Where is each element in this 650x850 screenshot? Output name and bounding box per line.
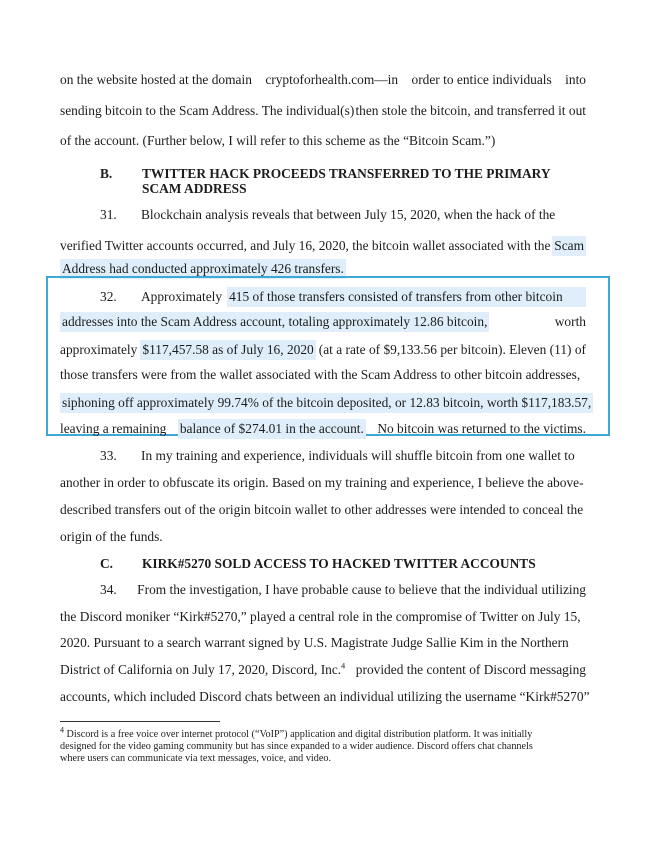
paragraph-31-line-2: verified Twitter accounts occurred, and July 16, 2020, the bitcoin wallet associated with the Scam xyxy=(60,236,586,256)
paragraph-33-line-2: another in order to obfuscate its origin. Based on my training and experience, I believe the above- xyxy=(60,475,584,490)
paragraph-32-line-3: approximately $117,457.58 as of July 16, 2020 (at a rate of $9,133.56 per bitcoin). Eleven (11) of xyxy=(60,340,586,360)
footnote-marker: 4 xyxy=(60,725,64,735)
paragraph-number: 32. xyxy=(100,289,117,304)
paragraph-33-line-1: 33. In my training and experience, individuals will shuffle bitcoin from one wallet to xyxy=(100,448,575,463)
paragraph-34-line-4: District of California on July 17, 2020, Discord, Inc.$^4$ provided the content of Discord messaging xyxy=(60,661,586,677)
highlight: balance of $274.01 in the account. xyxy=(178,419,366,439)
paragraph-number: 31. xyxy=(100,207,117,222)
highlight: 415 of those transfers consisted of transfers from other bitcoin xyxy=(227,287,586,307)
paragraph-33-line-3: described transfers out of the origin bitcoin wallet to other addresses were intended to conceal the xyxy=(60,502,584,517)
footnote-reference: 4 xyxy=(341,661,346,671)
paragraph-34-line-2: the Discord moniker “Kirk#5270,” played a central role in the compromise of Twitter on July 15, xyxy=(60,609,581,624)
footnote-line-1: $^4$ Discord is a free voice over internet protocol (“VoIP”) application and digital distribution platform. It was initially xyxy=(60,725,533,740)
paragraph-32-line-1: 32. Approximately 415 of those transfers consisted of transfers from other bitcoin xyxy=(60,287,586,307)
footnote-separator xyxy=(60,721,220,722)
paragraph-33-line-4: origin of the funds. xyxy=(60,529,163,544)
paragraph-number: 34. xyxy=(100,582,117,597)
highlight: siphoning off approximately 99.74% of the bitcoin deposited, or 12.83 bitcoin, worth $117,183.57, xyxy=(60,393,593,413)
intro-line-3: of the account. (Further below, I will refer to this scheme as the “Bitcoin Scam.”) xyxy=(60,133,496,148)
paragraph-number: 33. xyxy=(100,448,117,463)
footnote-line-2: designed for the video gaming community but has since expanded to a wider audience. Discord offers chat channels xyxy=(60,741,533,752)
paragraph-31-line-1: 31. Blockchain analysis reveals that between July 15, 2020, when the hack of the xyxy=(100,207,556,222)
footnote-line-3: where users can communicate via text messages, voice, and video. xyxy=(60,753,332,764)
paragraph-32-line-4: those transfers were from the wallet associated with the Scam Address to other bitcoin addresses, xyxy=(60,367,581,382)
intro-line-1: on the website hosted at the domain cryptoforhealth.com—in order to entice individuals into xyxy=(60,72,586,87)
paragraph-34-line-1: 34. From the investigation, I have probable cause to believe that the individual utilizing xyxy=(100,582,586,597)
highlight: addresses into the Scam Address account, totaling approximately 12.86 bitcoin, xyxy=(60,312,489,332)
intro-line-2: sending bitcoin to the Scam Address. The individual(s) then stole the bitcoin, and transferred it out xyxy=(60,103,586,118)
document-page: on the website hosted at the domain cryptoforhealth.com—in order to entice individuals into sending bitcoin to the Scam Address. The individual(s) then stole the bitcoin, and transferred it out of the account. (Further below, I will refer to this scheme as the “Bitcoin Scam.”) B. TWITTER HACK PROCEEDS TRANSFERRED TO THE PRIMARY SCAM ADDRESS 31. Blockchain analysis reveals that between July 15, 2020, when the hack of the verified Twitter accounts occurred, and July 16, 2020, the bitcoin wallet associated with the Scam Address had conducted approximately 426 transfers. 32. Approximately 415 of those transfers consisted of transfers from other bitcoin addresses into the Scam Address account, totaling approximately 12.86 bitcoin, worth approximately $117,457.58 as of July 16, 2020 (at a rate of $9,133.56 per bitcoin). Eleven (11) of those transfers were from the wallet associated with the Scam Address to other bitcoin addresses, siphoning off approximately 99.74% of the bitcoin deposited, or 12.83 bitcoin, worth $117,183.57, leaving a remaining balance of $274.01 in the account. No bitcoin was returned to the victims. 33. In my training and experience, individuals will shuffle bitcoin from one wallet to another in order to obfuscate its origin. Based on my training and experience, I believe the above- described transfers out of the origin bitcoin wallet to other addresses were intended to conceal the origin of the funds. C. KIRK#5270 SOLD ACCESS TO HACKED TWITTER ACCOUNTS 34. From the investigation, I have probable cause to believe that the individual utilizing the Discord moniker “Kirk#5270,” played a central role in the compromise of Twitter on July 15, 2020. Pursuant to a search warrant signed by U.S. Magistrate Judge Sallie Kim in the Northern District of California on July 17, 2020, Discord, Inc.$^4$ provided the content of Discord messaging accounts, which included Discord chats between an individual utilizing the username “Kirk#5270” $^4$ Discord is a free voice over internet protocol (“VoIP”) application and digital distribution platform. It was initially designed for the video gaming community but has since expanded to a wider audience. Discord offers chat channels where users can communicate via text messages, voice, and video. xyxy=(0,0,650,850)
paragraph-32-line-2: addresses into the Scam Address account, totaling approximately 12.86 bitcoin, worth xyxy=(60,312,586,332)
paragraph-32-line-6: leaving a remaining balance of $274.01 in the account. No bitcoin was returned to the victims. xyxy=(60,419,586,439)
highlight: $117,457.58 as of July 16, 2020 xyxy=(140,340,315,360)
paragraph-32-line-5 xyxy=(60,393,592,413)
paragraph-34-line-3: 2020. Pursuant to a search warrant signed by U.S. Magistrate Judge Sallie Kim in the Northern xyxy=(60,635,569,650)
paragraph-34-line-5: accounts, which included Discord chats between an individual utilizing the username “Kirk#5270” xyxy=(60,689,590,704)
highlight: Scam xyxy=(552,236,586,256)
highlight: Address had conducted approximately 426 transfers. xyxy=(60,259,346,279)
